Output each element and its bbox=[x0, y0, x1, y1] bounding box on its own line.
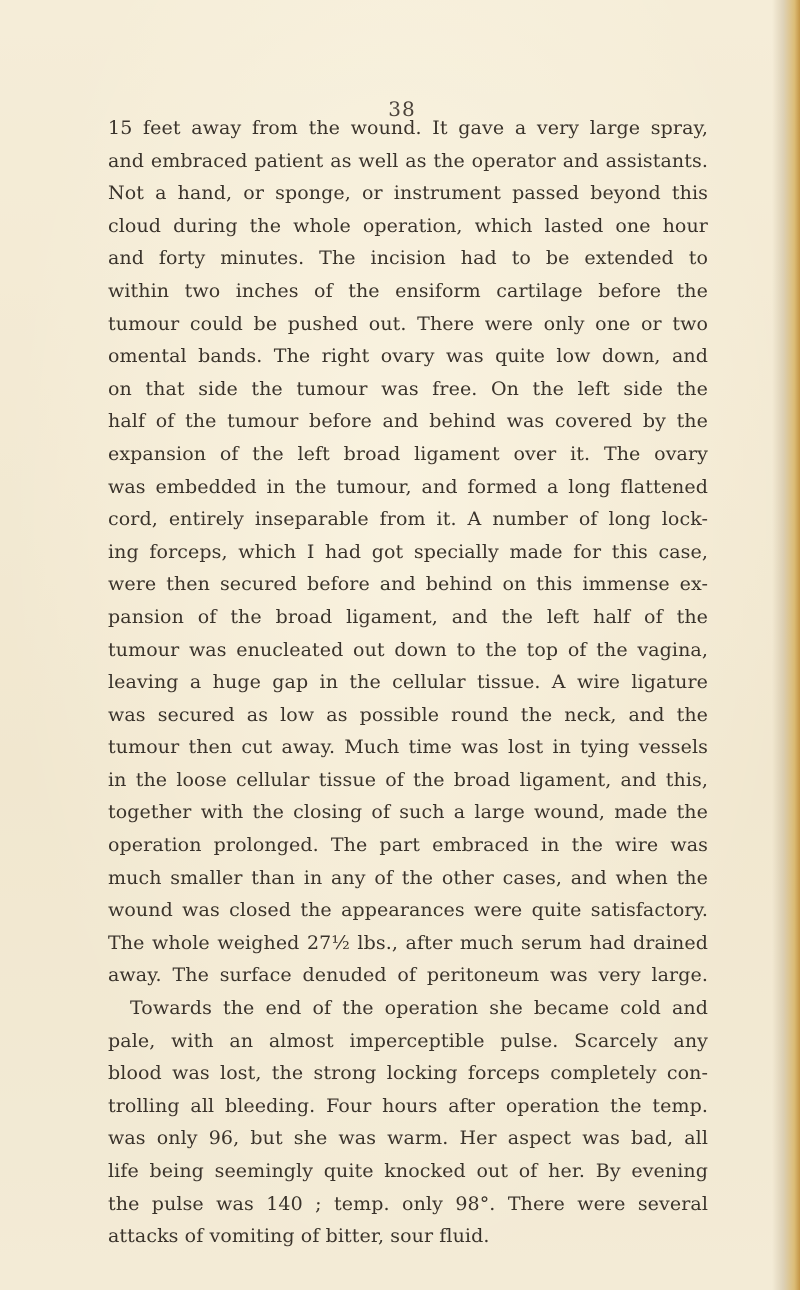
text-line: The whole weighed 27½ lbs., after much serum had drained bbox=[108, 931, 708, 954]
text-line: Not a hand, or sponge, or instrument passed beyond this bbox=[108, 182, 708, 205]
text-line: attacks of vomiting of bitter, sour fluid. bbox=[108, 1225, 490, 1248]
page-number: 38 bbox=[388, 97, 416, 121]
text-line: on that side the tumour was free. On the left side the bbox=[108, 377, 708, 400]
text-line: pale, with an almost imperceptible pulse. Scarcely any bbox=[108, 1029, 708, 1052]
page-edge-shadow bbox=[772, 0, 800, 1290]
text-line: expansion of the left broad ligament over it. The ovary bbox=[108, 442, 708, 465]
text-line: ing forceps, which I had got specially made for this case, bbox=[108, 540, 708, 563]
text-line: the pulse was 140 ; temp. only 98°. There were several bbox=[108, 1192, 708, 1215]
text-line: and forty minutes. The incision had to be extended to bbox=[108, 247, 708, 270]
text-line: was secured as low as possible round the neck, and the bbox=[108, 703, 708, 726]
text-line: operation prolonged. The part embraced in the wire was bbox=[108, 834, 708, 857]
text-line: wound was closed the appearances were quite satisfactory. bbox=[108, 899, 708, 922]
text-line: cord, entirely inseparable from it. A number of long lock- bbox=[108, 508, 708, 531]
text-line: cloud during the whole operation, which lasted one hour bbox=[108, 214, 708, 237]
text-line: 15 feet away from the wound. It gave a very large spray, bbox=[108, 117, 708, 139]
text-line: was embedded in the tumour, and formed a long flattened bbox=[108, 475, 708, 498]
text-line: Towards the end of the operation she became cold and bbox=[130, 997, 708, 1020]
text-line: much smaller than in any of the other cases, and when the bbox=[108, 866, 708, 889]
text-line: life being seemingly quite knocked out of her. By evening bbox=[108, 1160, 708, 1182]
text-line: tumour then cut away. Much time was lost in tying vessels bbox=[108, 736, 708, 759]
text-line: together with the closing of such a large wound, made the bbox=[108, 801, 708, 824]
text-line: in the loose cellular tissue of the broad ligament, and this, bbox=[108, 768, 708, 791]
text-line: blood was lost, the strong locking forceps completely con- bbox=[108, 1062, 708, 1085]
text-line: within two inches of the ensiform cartilage before the bbox=[108, 279, 708, 302]
text-line: tumour could be pushed out. There were only one or two bbox=[108, 312, 708, 335]
text-line: was only 96, but she was warm. Her aspect was bad, all bbox=[108, 1127, 708, 1150]
text-line: and embraced patient as well as the operator and assistants. bbox=[108, 149, 708, 172]
text-line: away. The surface denuded of peritoneum was very large. bbox=[108, 964, 708, 987]
text-line: omental bands. The right ovary was quite low down, and bbox=[108, 345, 708, 368]
text-line: half of the tumour before and behind was covered by the bbox=[108, 410, 708, 433]
text-line: leaving a huge gap in the cellular tissue. A wire ligature bbox=[108, 671, 708, 694]
text-line: were then secured before and behind on this immense ex- bbox=[108, 573, 708, 596]
text-line: pansion of the broad ligament, and the left half of the bbox=[108, 605, 708, 628]
text-line: trolling all bleeding. Four hours after operation the temp. bbox=[108, 1094, 708, 1117]
body-text bbox=[108, 112, 708, 1253]
text-line: tumour was enucleated out down to the top of the vagina, bbox=[108, 638, 708, 661]
